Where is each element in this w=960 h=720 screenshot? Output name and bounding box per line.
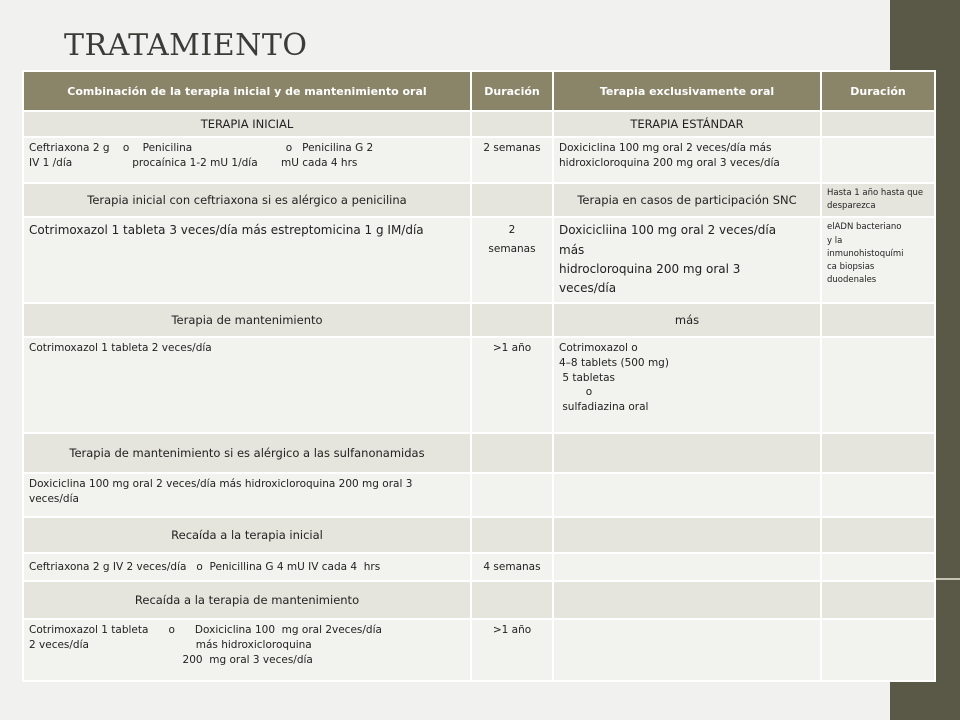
- table-cell: [821, 137, 935, 183]
- table-cell: Terapia de mantenimiento: [23, 303, 471, 337]
- header-oral-therapy: Terapia exclusivamente oral: [553, 71, 821, 111]
- header-duration-1: Duración: [471, 71, 553, 111]
- table-cell: TERAPIA ESTÁNDAR: [553, 111, 821, 137]
- table-cell: más: [553, 303, 821, 337]
- table-cell: Recaída a la terapia de mantenimiento: [23, 581, 471, 619]
- table-cell: [821, 581, 935, 619]
- table-cell: [471, 303, 553, 337]
- treatment-table: [22, 70, 936, 682]
- table-cell: [821, 337, 935, 433]
- table-cell: [471, 581, 553, 619]
- table-cell: Ceftriaxona 2 g IV 2 veces/día o Penicillina G 4 mU IV cada 4 hrs: [23, 553, 471, 581]
- table-row: [23, 553, 935, 581]
- table-cell: Hasta 1 año hasta que desparezca: [821, 183, 935, 217]
- table-row: [23, 183, 935, 217]
- table-cell: Cotrimoxazol 1 tableta 3 veces/día más estreptomicina 1 g IM/día: [23, 217, 471, 303]
- table-row: [23, 473, 935, 517]
- table-cell: [821, 517, 935, 553]
- table-cell: [471, 517, 553, 553]
- table-cell: [821, 619, 935, 681]
- table-cell: [471, 183, 553, 217]
- table-cell: [553, 517, 821, 553]
- table-row: [23, 303, 935, 337]
- table-cell: Doxiciclina 100 mg oral 2 veces/día más hidroxicloroquina 200 mg oral 3 veces/día: [23, 473, 471, 517]
- table-cell: [821, 553, 935, 581]
- table-cell: elADN bacteriano y la inmunohistoquími ca biopsias duodenales: [821, 217, 935, 303]
- table-header-row: [23, 71, 935, 111]
- table-row: [23, 337, 935, 433]
- table-cell: Doxicicliina 100 mg oral 2 veces/día más hidrocloroquina 200 mg oral 3 veces/día: [553, 217, 821, 303]
- table-cell: [553, 473, 821, 517]
- table-cell: 4 semanas: [471, 553, 553, 581]
- table-cell: Cotrimoxazol o 4–8 tablets (500 mg) 5 tabletas o sulfadiazina oral: [553, 337, 821, 433]
- table-row: [23, 517, 935, 553]
- table-row: [23, 581, 935, 619]
- header-combined-therapy: Combinación de la terapia inicial y de mantenimiento oral: [23, 71, 471, 111]
- table-cell: [821, 111, 935, 137]
- table-cell: [553, 581, 821, 619]
- table-cell: Cotrimoxazol 1 tableta o Doxiciclina 100 mg oral 2veces/día 2 veces/día más hidroxicloroquina 200 mg oral 3 veces/día: [23, 619, 471, 681]
- header-duration-2: Duración: [821, 71, 935, 111]
- table-cell: Cotrimoxazol 1 tableta 2 veces/día: [23, 337, 471, 433]
- table-cell: [471, 473, 553, 517]
- table-cell: Terapia de mantenimiento si es alérgico a las sulfanonamidas: [23, 433, 471, 473]
- table-row: [23, 433, 935, 473]
- table-row: [23, 217, 935, 303]
- table-row: [23, 111, 935, 137]
- table-cell: [553, 553, 821, 581]
- table-cell: [821, 303, 935, 337]
- table-cell: Terapia en casos de participación SNC: [553, 183, 821, 217]
- table-cell: 2 semanas: [471, 217, 553, 303]
- table-cell: [553, 619, 821, 681]
- table-cell: Terapia inicial con ceftriaxona si es alérgico a penicilina: [23, 183, 471, 217]
- table-row: [23, 137, 935, 183]
- table-cell: [471, 433, 553, 473]
- table-cell: TERAPIA INICIAL: [23, 111, 471, 137]
- table-cell: [553, 433, 821, 473]
- table-cell: 2 semanas: [471, 137, 553, 183]
- table-cell: Doxiciclina 100 mg oral 2 veces/día más hidroxicloroquina 200 mg oral 3 veces/día: [553, 137, 821, 183]
- page-title: TRATAMIENTO: [64, 28, 308, 63]
- table-cell: [471, 111, 553, 137]
- table-cell: Ceftriaxona 2 g o Penicilina o Penicilina G 2 IV 1 /día procaínica 1-2 mU 1/día mU cada 4 hrs: [23, 137, 471, 183]
- table-row: [23, 619, 935, 681]
- table-cell: [821, 473, 935, 517]
- table-cell: >1 año: [471, 619, 553, 681]
- table-cell: Recaída a la terapia inicial: [23, 517, 471, 553]
- table-cell: [821, 433, 935, 473]
- table-cell: >1 año: [471, 337, 553, 433]
